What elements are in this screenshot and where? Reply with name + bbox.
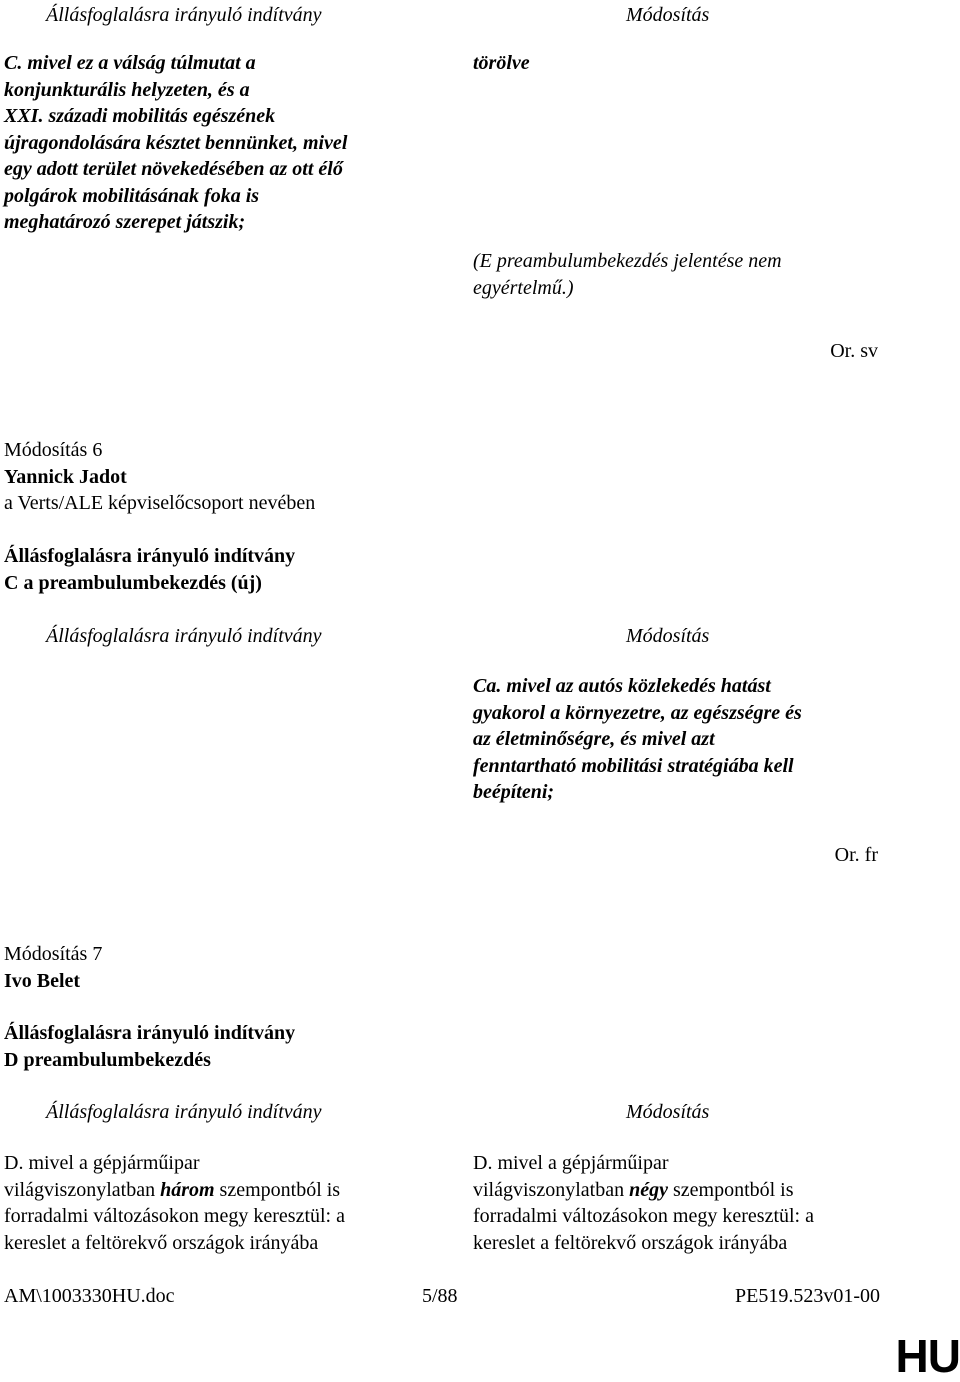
original-language: Or. sv	[830, 340, 878, 362]
text-line: polgárok mobilitásának foka is	[4, 184, 260, 207]
text-line: forradalmi változásokon megy keresztül: a	[473, 1205, 814, 1227]
changed-word: három	[160, 1178, 215, 1201]
justification-line: (E preambulumbekezdés jelentése nem	[473, 250, 782, 272]
text-line: beépíteni;	[473, 781, 555, 803]
footer-doc-reference: AM\1003330HU.doc	[4, 1285, 175, 1307]
amendment-number: Módosítás 7	[4, 943, 103, 965]
text-line: világviszonylatban négy szempontból is	[473, 1178, 794, 1201]
text-line: fenntartható mobilitási stratégiába kell	[473, 754, 794, 777]
changed-word: négy	[629, 1178, 668, 1201]
amended-text-d	[473, 1150, 903, 1256]
amendment-6-header	[4, 437, 604, 517]
document-type: Állásfoglalásra irányuló indítvány	[4, 1022, 296, 1044]
text-line: újragondolására késztet bennünket, mivel	[4, 131, 348, 154]
text-line: egy adott terület növekedésében az ott élő	[4, 158, 343, 180]
text-line: meghatározó szerepet játszik;	[4, 211, 246, 233]
document-type: Állásfoglalásra irányuló indítvány	[4, 545, 296, 567]
text-line: kereslet a feltörekvő országok irányába	[4, 1231, 319, 1254]
text-line: világviszonylatban három szempontból is	[4, 1178, 341, 1201]
text-line: kereslet a feltörekvő országok irányába	[473, 1231, 788, 1254]
column-header-left: Állásfoglalásra irányuló indítvány	[46, 4, 322, 26]
text-line: D. mivel a gépjárműipar	[473, 1152, 669, 1174]
original-language: Or. fr	[834, 844, 878, 866]
amendment-6-reference	[4, 543, 604, 596]
political-group: a Verts/ALE képviselőcsoport nevében	[4, 492, 316, 514]
text-line: XXI. századi mobilitás egészének	[4, 105, 276, 127]
column-header-left: Állásfoglalásra irányuló indítvány	[46, 1101, 322, 1123]
amendment-number: Módosítás 6	[4, 439, 103, 461]
paragraph-reference: D preambulumbekezdés	[4, 1048, 211, 1071]
original-text-d	[4, 1150, 424, 1256]
footer-page-number: 5/88	[422, 1285, 458, 1307]
text-line: az életminőségre, és mivel azt	[473, 728, 715, 750]
text-line: forradalmi változásokon megy keresztül: a	[4, 1205, 345, 1227]
text-line: gyakorol a környezetre, az egészségre és	[473, 701, 802, 724]
text-line: D. mivel a gépjárműipar	[4, 1152, 200, 1174]
column-header-left: Állásfoglalásra irányuló indítvány	[46, 625, 322, 647]
deleted-marker: törölve	[473, 52, 530, 74]
footer-pe-reference: PE519.523v01-00	[735, 1285, 880, 1307]
amendment-7-reference	[4, 1020, 604, 1073]
text-line: konjunkturális helyzeten, és a	[4, 78, 250, 101]
amendment-author: Yannick Jadot	[4, 465, 127, 488]
justification	[473, 248, 903, 301]
paragraph-reference: C a preambulumbekezdés (új)	[4, 571, 262, 594]
column-header-right: Módosítás	[626, 625, 710, 647]
amendment-7-header	[4, 941, 604, 994]
amendment-author: Ivo Belet	[4, 969, 81, 992]
column-header-right: Módosítás	[626, 4, 710, 26]
text-line: C. mivel ez a válság túlmutat a	[4, 52, 256, 74]
original-text-c	[4, 50, 424, 236]
column-header-right: Módosítás	[626, 1101, 710, 1123]
justification-line: egyértelmű.)	[473, 276, 574, 299]
language-mark: HU	[895, 1330, 960, 1382]
text-line: Ca. mivel az autós közlekedés hatást	[473, 675, 771, 697]
amendment-text-ca	[473, 673, 903, 806]
